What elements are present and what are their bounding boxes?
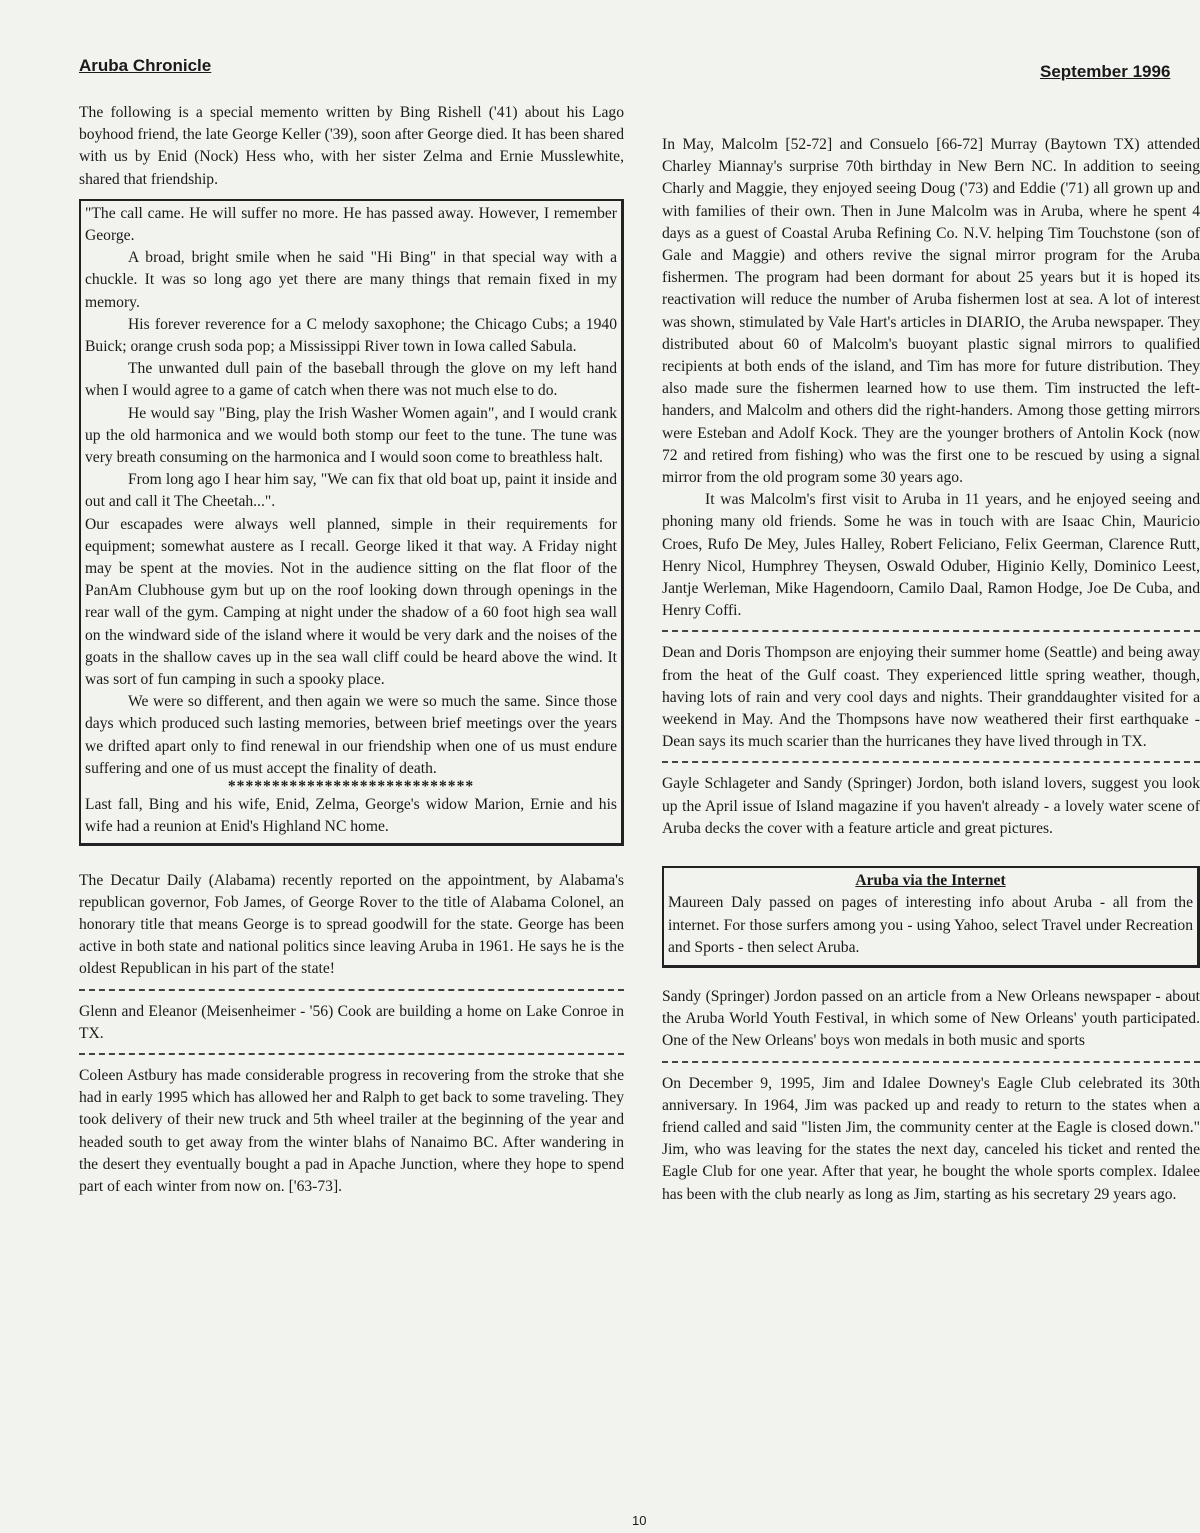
star-divider: **************************** xyxy=(227,778,475,796)
memento-p9: Last fall, Bing and his wife, Enid, Zelma, George's widow Marion, Ernie and his wife had a reunion at Enid's Highland NC home. xyxy=(85,796,617,836)
dashed-divider xyxy=(662,630,1200,632)
dashed-divider xyxy=(79,989,624,991)
dashed-divider xyxy=(79,1053,624,1055)
memento-p7: Our escapades were always well planned, simple in their requirements for equipment; somewhat austere as I recall. George liked it that way. A Friday night may be spent at the movies. Not in the audience sitting on the flat floor of the PanAm Clubhouse gym but up on the roof looking down through openings in the rear wall of the gym. Camping at night under the shadow of a 60 foot high sea wall on the windward side of the island where it would be very dark and the noises of the goats in the shallow caves up in the sea wall cliff could be heard above the wind. It was sort of fun camping in such a spooky place. xyxy=(85,515,617,689)
right-column xyxy=(662,134,1200,1206)
memento-p6: From long ago I hear him say, "We can fix that old boat up, paint it inside and out and call it The Cheetah...". xyxy=(85,471,617,511)
memento-p5: He would say "Bing, play the Irish Washer Women again", and I would crank up the old harmonica and we would both stomp our feet to the tune. The tune was very breath consuming on the harmonica and I would soon come to breathless halt. xyxy=(85,404,617,467)
dashed-divider xyxy=(662,1061,1200,1063)
meisenheimer-item: Glenn and Eleanor (Meisenheimer - '56) Cook are building a home on Lake Conroe in TX. xyxy=(79,1002,624,1042)
page-number: 10 xyxy=(632,1513,647,1528)
publication-title: Aruba Chronicle xyxy=(79,56,212,75)
internet-text: Maureen Daly passed on pages of interesting info about Aruba - all from the internet. For those surfers among you - using Yahoo, select Travel under Recreation and Sports - then select Aruba. xyxy=(668,894,1193,956)
intro-paragraph: The following is a special memento written by Bing Rishell ('41) about his Lago boyhood friend, the late George Keller ('39), soon after George died. It has been shared with us by Enid (Nock) Hess who, with her sister Zelma and Ernie Musslewhite, shared that friendship. xyxy=(79,104,624,188)
memento-p4: The unwanted dull pain of the baseball through the glove on my left hand when I would agree to a game of catch when there was not much else to do. xyxy=(85,360,617,400)
issue-date: September 1996 xyxy=(1040,62,1171,81)
murray-item: In May, Malcolm [52-72] and Consuelo [66-72] Murray (Baytown TX) attended Charley Miannay's surprise 70th birthday in New Bern NC. In addition to seeing Charly and Maggie, they enjoyed seeing Doug ('73) and Eddie ('71) all grown up and with families of their own. Then in June Malcolm was in Aruba, where he spent 4 days as a guest of Coastal Aruba Refining Co. N.V. helping Tim Touchstone (son of Gale and Maggie) and others revive the signal mirror program for the Aruba fishermen. The program had been dormant for about 25 years but it is hoped its reactivation will reduce the number of Aruba fishermen lost at sea. A lot of interest was shown, stimulated by Vale Hart's articles in DIARIO, the Aruba newspaper. They distributed about 60 of Malcolm's buoyant plastic signal mirrors to qualified recipients at both ends of the island, and Tim has more for future distribution. They also made sure the fishermen learned how to use them. Tim instructed the left-handers, and Malcolm and others did the right-handers. Among those getting mirrors were Esteban and Adolf Kock. They are the younger brothers of Antolin Kock (now 72 and retired from fishing) who was the first one to be rescued by using a signal mirror from the old program some 30 years ago. xyxy=(662,136,1200,487)
dashed-divider xyxy=(662,761,1200,763)
memento-p8: We were so different, and then again we were so much the same. Since those days which produced such lasting memories, between brief meetings over the years we drifted apart only to find renewal in our friendship when one of us must endure suffering and one of us must accept the finality of death. xyxy=(85,693,617,777)
schlageter-item: Gayle Schlageter and Sandy (Springer) Jordon, both island lovers, suggest you look up the April issue of Island magazine if you haven't already - a lovely water scene of Aruba decks the cover with a feature article and great pictures. xyxy=(662,775,1200,837)
memento-p2: A broad, bright smile when he said "Hi Bing" in that special way with a chuckle. It was so long ago yet there are many things that remain fixed in my memory. xyxy=(85,249,617,311)
thompson-item: Dean and Doris Thompson are enjoying their summer home (Seattle) and being away from the heat of the Gulf coast. They experienced little spring weather, though, having lots of rain and very cool days and nights. Their granddaughter visited for a weekend in May. And the Thompsons have now weathered their first earthquake - Dean says its much scarier than the hurricanes they have lived through in TX. xyxy=(662,644,1200,751)
rover-item: The Decatur Daily (Alabama) recently reported on the appointment, by Alabama's republican governor, Fob James, of George Rover to the title of Alabama Colonel, an honorary title that means George is to spread goodwill for the state. George has been active in both state and national politics since leaving Aruba in 1961. He says he is the oldest Republican in his part of the state! xyxy=(79,871,624,978)
downey-item: On December 9, 1995, Jim and Idalee Downey's Eagle Club celebrated its 30th anniversary. In 1964, Jim was packed up and ready to return to the states when a friend called and said "listen Jim, the community center at the Eagle is closed down." Jim, who was leaving for the states the next day, canceled his ticket and rented the Eagle Club for one year. After that year, he bought the whole sports complex. Idalee has been with the club nearly as long as Jim, starting as his secretary 29 years ago. xyxy=(662,1074,1200,1203)
murray-item-cont: It was Malcolm's first visit to Aruba in 11 years, and he enjoyed seeing and phoning many old friends. Some he was in touch with are Isaac Chin, Mauricio Croes, Rufo De Mey, Jules Halley, Robert Feliciano, Felix Geerman, Clarence Rutt, Henry Nicol, Humphrey Theysen, Oswald Oduber, Higinio Kelly, Dominico Leest, Jantje Werleman, Mike Hagendoorn, Camilo Daal, Ramon Hodge, Joe De Cuba, and Henry Coffi. xyxy=(662,491,1200,620)
memento-box xyxy=(79,199,624,846)
memento-p3: His forever reverence for a C melody saxophone; the Chicago Cubs; a 1940 Buick; orange crush soda pop; a Mississippi River town in Iowa called Sabula. xyxy=(85,315,617,356)
springer-item: Sandy (Springer) Jordon passed on an article from a New Orleans newspaper - about the Aruba World Youth Festival, in which some of New Orleans' youth participated. One of the New Orleans' boys won medals in both music and sports xyxy=(662,987,1200,1050)
astbury-item: Coleen Astbury has made considerable progress in recovering from the stroke that she had in early 1995 which has allowed her and Ralph to get back to some traveling. They took delivery of their new truck and 5th wheel trailer at the beginning of the year and headed south to get away from the winter blahs of Nanaimo BC. After wandering in the desert they eventually bought a pad in Apache Junction, where they hope to spend part of each winter from now on. ['63-73]. xyxy=(79,1066,624,1195)
internet-box xyxy=(662,866,1200,968)
internet-title: Aruba via the Internet xyxy=(855,872,1006,890)
left-column xyxy=(79,102,624,1198)
memento-p1: "The call came. He will suffer no more. He has passed away. However, I remember George. xyxy=(85,204,617,245)
